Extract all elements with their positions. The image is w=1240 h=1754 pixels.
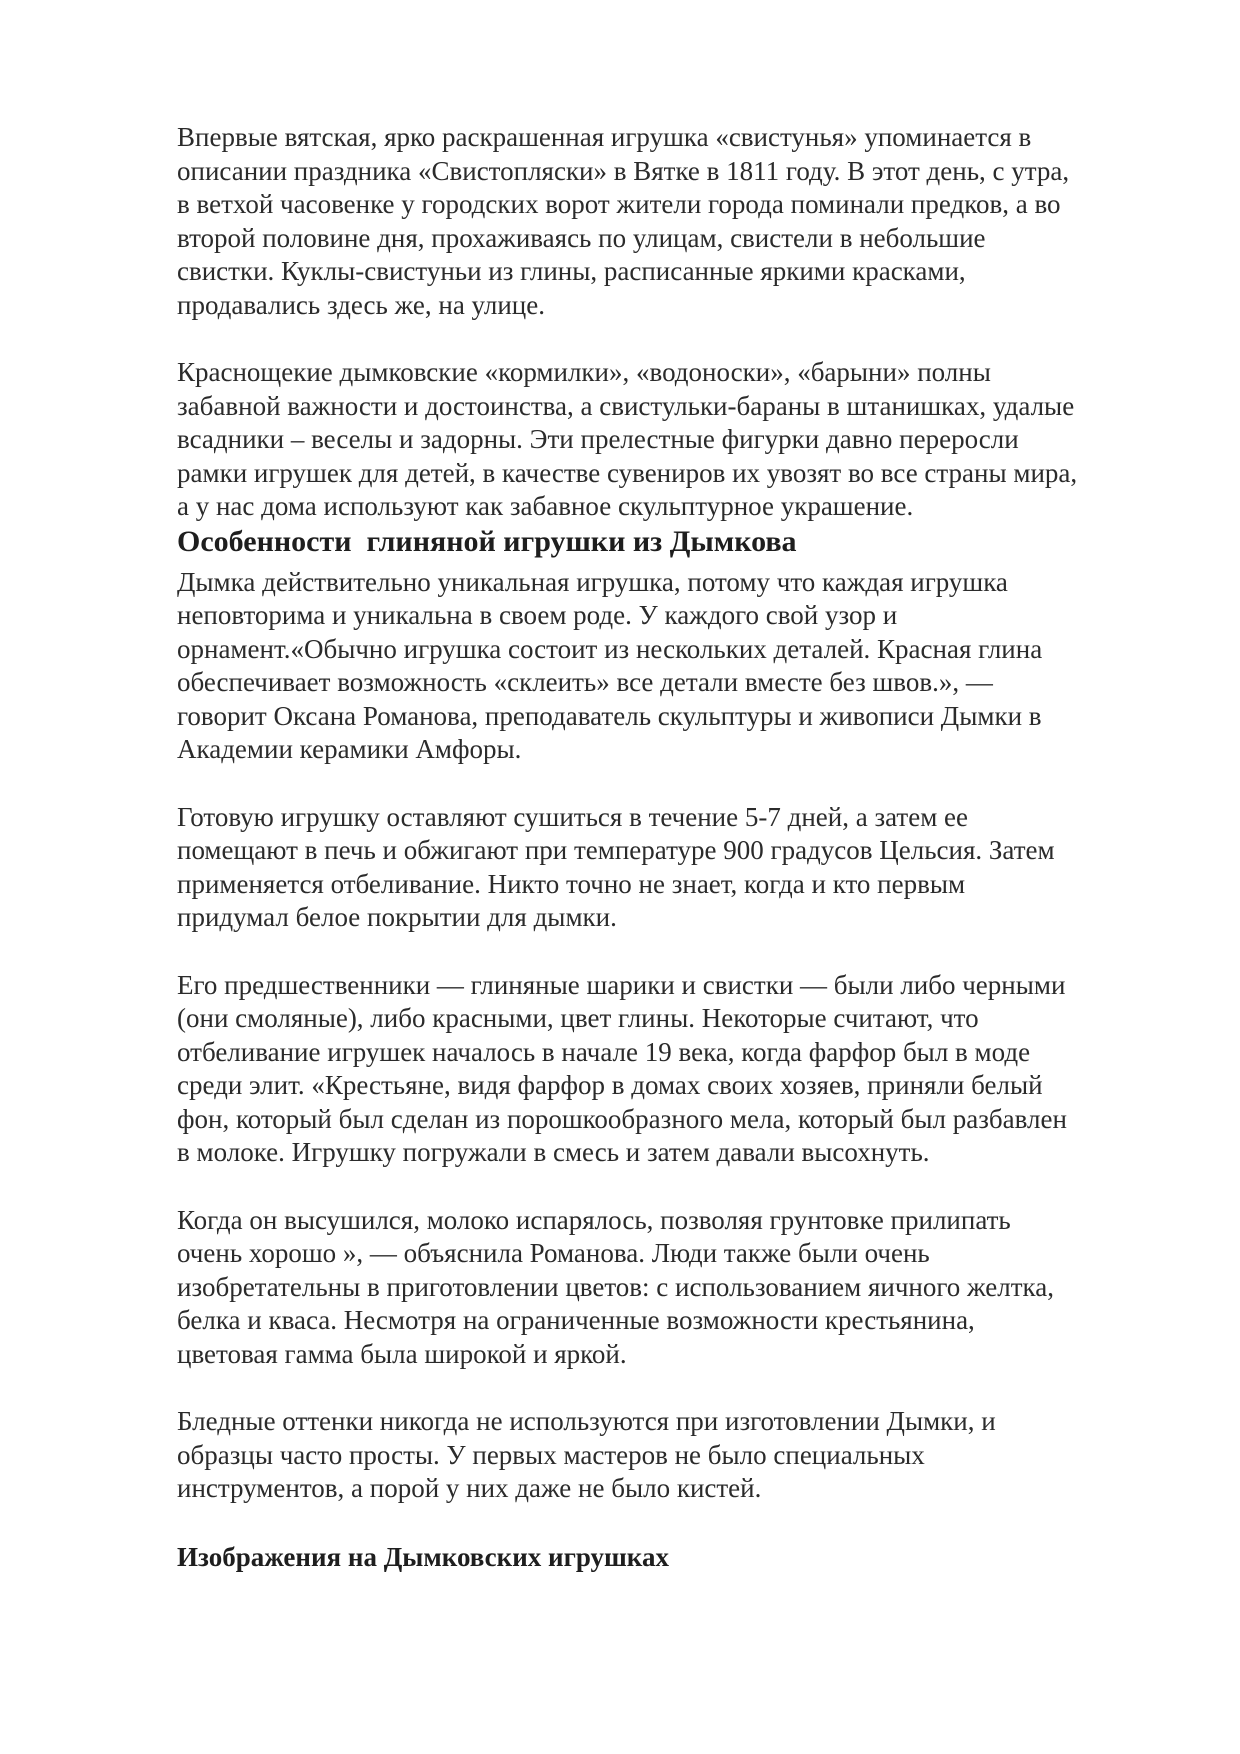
paragraph-spacer bbox=[177, 935, 1167, 969]
text-line: Дымка действительно уникальная игрушка, потому что каждая игрушка bbox=[177, 566, 1008, 597]
text-line: всадники – веселы и задорны. Эти прелестные фигурки давно переросли bbox=[177, 424, 1019, 454]
section-heading-features: Особенности глиняной игрушки из Дымкова bbox=[177, 524, 797, 558]
text-line: среди элит. «Крестьяне, видя фарфор в домах своих хозяев, приняли белый bbox=[177, 1070, 1043, 1100]
text-line: свистки. Куклы-свистуньи из глины, расписанные яркими красками, bbox=[177, 256, 966, 286]
text-line: белка и кваса. Несмотря на ограниченные возможности крестьянина, bbox=[177, 1305, 975, 1335]
section-heading-images: Изображения на Дымковских игрушках bbox=[177, 1541, 669, 1572]
text-line: применяется отбеливание. Никто точно не знает, когда и кто первым bbox=[177, 868, 966, 899]
paragraph-spacer bbox=[177, 322, 1167, 356]
paragraph-pale-shades bbox=[177, 1405, 1167, 1506]
text-line: Его предшественники — глиняные шарики и свистки — были либо черными bbox=[177, 969, 1066, 1000]
text-line: говорит Оксана Романова, преподаватель скульптуры и живописи Дымки в bbox=[177, 700, 1042, 731]
text-line: помещают в печь и обжигают при температуре 900 градусов Цельсия. Затем bbox=[177, 835, 1055, 865]
text-line: цветовая гамма была широкой и яркой. bbox=[177, 1338, 627, 1369]
text-line: продавались здесь же, на улице. bbox=[177, 289, 545, 320]
paragraph-spacer bbox=[177, 1170, 1167, 1204]
text-line: образцы часто просты. У первых мастеров не было специальных bbox=[177, 1439, 925, 1470]
paragraph-first-mention bbox=[177, 121, 1167, 322]
text-line: Когда он высушился, молоко испарялось, позволяя грунтовке прилипать bbox=[177, 1204, 1011, 1235]
text-line: в ветхой часовенке у городских ворот жители города поминали предков, а во bbox=[177, 189, 1061, 219]
paragraph-uniqueness bbox=[177, 566, 1167, 767]
text-line: забавной важности и достоинства, а свистульки-бараны в штанишках, удалые bbox=[177, 390, 1075, 421]
paragraph-spacer bbox=[177, 767, 1167, 801]
text-line: второй половине дня, прохаживаясь по улицам, свистели в небольшие bbox=[177, 222, 986, 253]
text-line: Впервые вятская, ярко раскрашенная игрушка «свистунья» упоминается в bbox=[177, 122, 1032, 152]
text-line: очень хорошо », — объяснила Романова. Люди также были очень bbox=[177, 1238, 930, 1268]
text-line: орнамент.«Обычно игрушка состоит из нескольких деталей. Красная глина bbox=[177, 633, 1043, 664]
text-line: в молоке. Игрушку погружали в смесь и затем давали высохнуть. bbox=[177, 1137, 930, 1167]
paragraph-drying-firing bbox=[177, 801, 1167, 935]
paragraph-predecessors bbox=[177, 969, 1167, 1170]
text-line: фон, который был сделан из порошкообразного мела, который был разбавлен bbox=[177, 1103, 1067, 1134]
paragraph-spacer bbox=[177, 1506, 1167, 1540]
text-line: а у нас дома используют как забавное скульптурное украшение. bbox=[177, 491, 914, 521]
text-line: описании праздника «Свистопляски» в Вятке в 1811 году. В этот день, с утра, bbox=[177, 155, 1070, 186]
text-line: Готовую игрушку оставляют сушиться в течение 5-7 дней, а затем ее bbox=[177, 801, 969, 832]
text-line: Академии керамики Амфоры. bbox=[177, 734, 522, 764]
paragraph-figurines bbox=[177, 356, 1167, 524]
text-line: Бледные оттенки никогда не используются при изготовлении Дымки, и bbox=[177, 1406, 996, 1436]
text-line: (они смоляные), либо красными, цвет глины. Некоторые считают, что bbox=[177, 1003, 979, 1033]
paragraph-colors bbox=[177, 1204, 1167, 1372]
text-line: рамки игрушек для детей, в качестве сувениров их увозят во все страны мира, bbox=[177, 457, 1078, 488]
text-line: обеспечивает возможность «склеить» все детали вместе без швов.», — bbox=[177, 667, 993, 697]
text-line: отбеливание игрушек началось в начале 19 века, когда фарфор был в моде bbox=[177, 1036, 1031, 1067]
document-body bbox=[177, 121, 1167, 1574]
text-line: инструментов, а порой у них даже не было кистей. bbox=[177, 1473, 762, 1503]
text-line: изобретательны в приготовлении цветов: с использованием яичного желтка, bbox=[177, 1271, 1054, 1302]
text-line: неповторима и уникальна в своем роде. У каждого свой узор и bbox=[177, 600, 898, 630]
text-line: Краснощекие дымковские «кормилки», «водоноски», «барыни» полны bbox=[177, 357, 991, 387]
paragraph-spacer bbox=[177, 1371, 1167, 1405]
text-line: придумал белое покрытии для дымки. bbox=[177, 902, 617, 932]
